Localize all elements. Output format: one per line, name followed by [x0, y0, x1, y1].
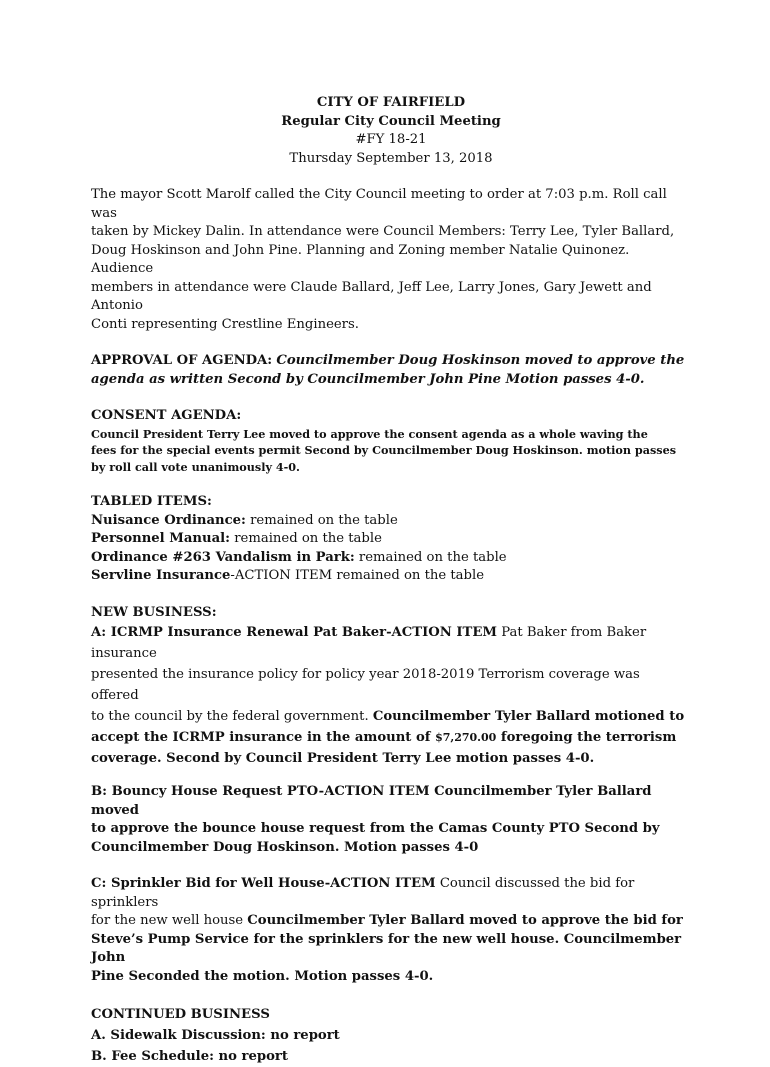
meeting-date: Thursday September 13, 2018: [289, 150, 493, 166]
meeting-title: Regular City Council Meeting: [281, 113, 501, 129]
section-heading: CONTINUED BUSINESS: [91, 1007, 270, 1022]
document-body: [91, 94, 691, 1067]
new-business: [91, 604, 691, 987]
item-c: C: Sprinkler Bid for Well House-ACTION ITEM Council discussed the bid for sprinklers for the new well house Councilmember Tyler Ballard moved to approve the bid for Steve’s Pump Service for the sprinklers for the new well house. Councilmember John Pine Seconded the motion. Motion passes 4-0.: [91, 876, 683, 984]
continued-business: [91, 1004, 691, 1067]
section-heading: APPROVAL OF AGENDA:: [91, 353, 273, 368]
meeting-number: #FY 18-21: [355, 132, 427, 147]
document-header: [91, 94, 691, 168]
tabled-item: Servline Insurance-ACTION ITEM remained on the table: [91, 568, 484, 583]
section-heading: NEW BUSINESS:: [91, 604, 217, 620]
item-a: A: ICRMP Insurance Renewal Pat Baker-ACTION ITEM Pat Baker from Baker insurance presented the insurance policy for policy year 2018-2019 Terrorism coverage was offered to the council by the federal government. Councilmember Tyler Ballard motioned to accept the ICRMP insurance in the amount of $7,270.00 foregoing the terrorism coverage. Second by Council President Terry Lee motion passes 4-0.: [91, 625, 685, 766]
consent-agenda: [91, 407, 691, 475]
tabled-items: [91, 493, 691, 586]
insurance-amount: $7,270.00: [435, 731, 497, 744]
tabled-item: Ordinance #263 Vandalism in Park: remained on the table: [91, 549, 507, 565]
continued-item: A. Sidewalk Discussion: no report: [91, 1028, 340, 1043]
approval-of-agenda: APPROVAL OF AGENDA: Councilmember Doug Hoskinson moved to approve the agenda as written Second by Councilmember John Pine Motion passes 4-0.: [91, 353, 685, 387]
continued-item: B. Fee Schedule: no report: [91, 1049, 288, 1064]
tabled-item: Nuisance Ordinance: remained on the table: [91, 512, 398, 528]
item-b: B: Bouncy House Request PTO-ACTION ITEM Councilmember Tyler Ballard moved to approve the bounce house request from the Camas County PTO Second by Councilmember Doug Hoskinson. Motion passes 4-0: [91, 784, 660, 855]
tabled-item: Personnel Manual: remained on the table: [91, 531, 382, 546]
section-heading: TABLED ITEMS:: [91, 494, 212, 509]
section-heading: CONSENT AGENDA:: [91, 408, 242, 423]
city-name: CITY OF FAIRFIELD: [316, 95, 466, 110]
roll-call-paragraph: The mayor Scott Marolf called the City Council meeting to order at 7:03 p.m. Roll call was taken by Mickey Dalin. In attendance were Council Members: Terry Lee, Tyler Ballard, Doug Hoskinson and John Pine. Planning and Zoning member Natalie Quinonez. Audience members in attendance were Claude Ballard, Jeff Lee, Larry Jones, Gary Jewett and Antonio Conti representing Crestline Engineers.: [91, 187, 675, 332]
consent-text: Council President Terry Lee moved to approve the consent agenda as a whole waving the fees for the special events permit Second by Councilmember Doug Hoskinson. motion passes by roll call vote unanimously 4-0.: [91, 426, 676, 474]
